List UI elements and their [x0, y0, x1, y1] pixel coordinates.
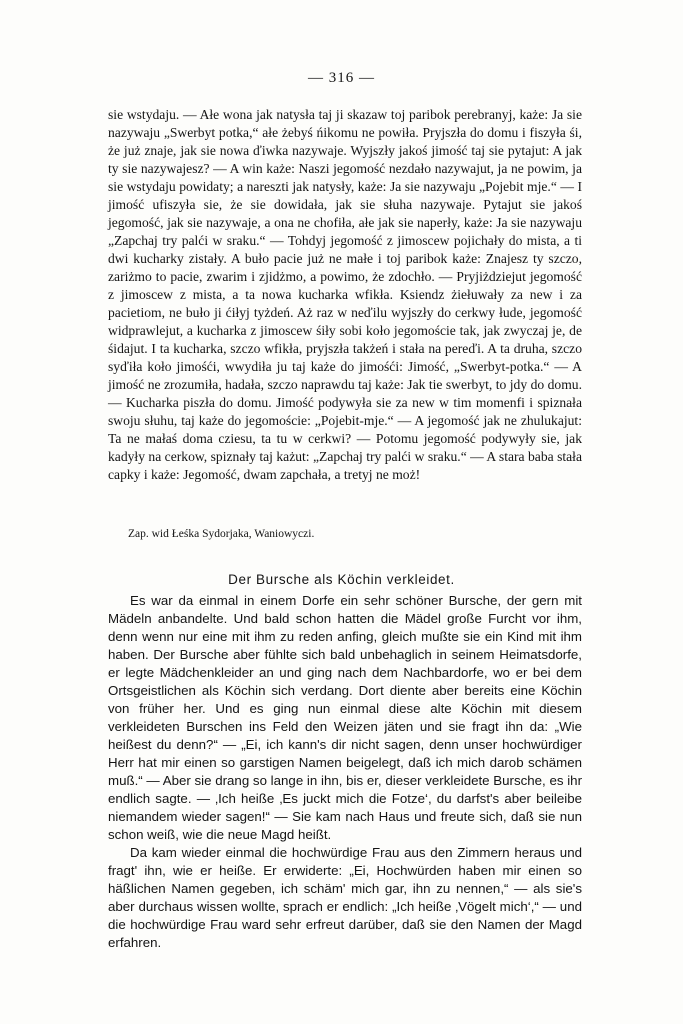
page-number: — 316 — [308, 70, 375, 86]
ukrainian-story-text [108, 106, 582, 484]
german-paragraph-2: Da kam wieder einmal die hochwürdige Frau aus den Zimmern heraus und fragt' ihn, wie er heiße. Er erwiderte: „Ei, Hochwürden haben mir einen so häßlichen Namen gegeben, ich schäm' mich gar, ihn zu nennen,“ — als sie's aber durchaus wissen wollte, sprach er endlich: „Ich heiße ‚Vögelt mich‘,“ — und die hochwürdige Frau ward sehr erfreut darüber, daß sie den Namen der Magd erfahren. [108, 845, 582, 950]
german-story-text [108, 592, 582, 952]
section-title: Der Bursche als Köchin verkleidet. [228, 572, 455, 587]
ukrainian-story-paragraph: sie wstydaju. — Ałe wona jak natysła taj ji skazaw toj paribok perebranyj, każe: Ja sie nazywaju „Swerbyt potka,“ ałe żebyś ńikomu ne powiła. Pryjszła do domu i fiszyła śi, że już znaje, jak sie nowa ďiwka nazywaje. Wyjszły jakoś jimość taj sie pytajut: A jak ty sie nazywajesz? — A win każe: Naszi jegomość nezdało nazywajut, ja ne powim, ja sie wstydaju powidaty; a nareszti jak natysły, każe: Ja sie nazywaju „Pojebit mje.“ — I jimość ufiszyła sie, że sie dowidała, jak sie słuha nazywaje. Pytajut sie jakoś jegomość, jak sie nazywaje, a ona ne chofiła, ałe jak sie naperły, każe: Ja sie nazywaju „Zapchaj try palći w sraku.“ — Tohdyj jegomość z jimoscew pojichały do mista, a ti dwi kucharky zistały. A buło pacie już ne małe i toj paribok każe: Znajesz ty szczo, zariżmo to pacie, zwarim i zjidżmo, a powimo, że zdochło. — Pryjiżdziejut jegomość z jimoscew z mista, a ta nowa kucharka wfikła. Ksiendz żiełuwały za new i za pacietiom, ne buło ji ćiłyj tyżdeń. Aż raz w neďilu wyjszły do cerkwy łude, jegomość widprawlejut, a kucharka z jimoscew śiły sobi koło jegomoście tak, jak zwyczaj je, de śidajut. I ta kucharka, szczo wfikła, pryjszła takżeń i stała na pereďi. A ta druha, szczo syďiła koło jimośći, wwydiła ju taj każe do jimośći: Jimość, „Swerbyt-potka.“ — A jimość ne zrozumiła, hadała, szczo naprawdu taj każe: Jak tie swerbyt, to jdy do domu. — Kucharka piszła do domu. Jimość podywyła sie za new w tim momenfi i spiznała swoju słuhu, taj każe do jegomoście: „Pojebit-mje.“ — A jegomość jak ne zhulukajut: Ta ne małaś doma cziesu, ta tu w cerkwi? — Potomu jegomość podywyły sie, jak kadyły na cerkow, spiznały taj każut: „Zapchaj try palći w sraku.“ — A stara baba stała capky i każe: Jegomość, dwam zapchała, a tretyj ne moż! [108, 107, 582, 482]
german-paragraph-1: Es war da einmal in einem Dorfe ein sehr schöner Bursche, der gern mit Mädeln anbandelte. Und bald schon hatten die Mädel große Furcht vor ihm, denn wenn nur eine mit ihm zu reden anfing, gleich mußte sie ein Kind mit ihm haben. Der Bursche aber fühlte sich bald unbehaglich in seinem Heimatsdorfe, er legte Mädchenkleider an und ging nach dem Nachbardorfe, wo er bei dem Ortsgeistlichen als Köchin sich verdang. Dort diente aber bereits eine Köchin von früher her. Und es ging nun einmal diese alte Köchin mit diesem verkleideten Burschen ins Feld den Weizen jäten und sie fragt ihn da: „Wie heißest du denn?“ — „Ei, ich kann's dir nicht sagen, denn unser hochwürdiger Herr hat mir einen so garstigen Namen beigelegt, daß ich mich darob schämen muß.“ — Aber sie drang so lange in ihn, bis er, dieser verkleidete Bursche, es ihr endlich sagte. — ‚Ich heiße ‚Es juckt mich die Fotze‘, du darfst's aber beileibe niemandem wieder sagen!“ — Sie kam nach Haus und freute sich, daß sie nun schon weiß, wie die neue Magd heißt. [108, 593, 582, 842]
source-note: Zap. wid Łeśka Sydorjaka, Waniowyczi. [128, 528, 315, 540]
